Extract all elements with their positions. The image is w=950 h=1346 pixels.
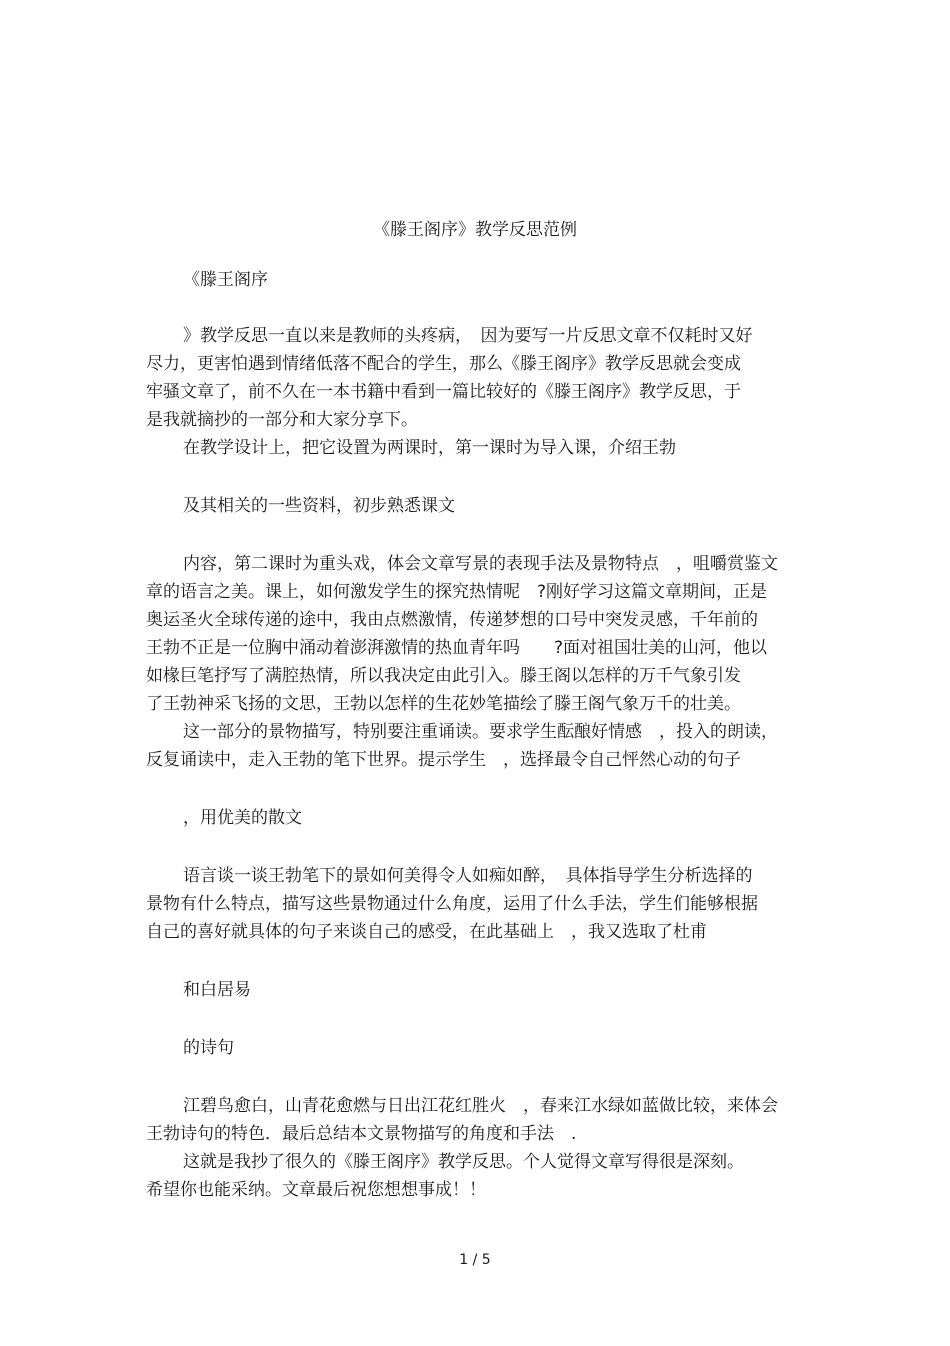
text-line: 如椽巨笔抒写了满腔热情，所以我决定由此引入。滕王阁以怎样的万千气象引发 bbox=[146, 666, 741, 686]
text-line: ，用优美的散文 bbox=[183, 808, 302, 828]
text-line: 章的语言之美。课上，如何激发学生的探究热情呢 ?刚好学习这篇文章期间，正是 bbox=[146, 582, 768, 602]
text-line: 反复诵读中，走入王勃的笔下世界。提示学生 ，选择最令自己怦然心动的句子 bbox=[146, 750, 741, 770]
text-line: 了王勃神采飞扬的文思，王勃以怎样的生花妙笔描绘了滕王阁气象万千的壮美。 bbox=[146, 694, 741, 714]
text-line: 的诗句 bbox=[183, 1038, 234, 1058]
text-line: 》教学反思一直以来是教师的头疼病， 因为要写一片反思文章不仅耗时又好 bbox=[183, 326, 753, 346]
text-line: 奥运圣火全球传递的途中，我由点燃激情，传递梦想的口号中突发灵感，千年前的 bbox=[146, 610, 758, 630]
text-line: 这就是我抄了很久的《滕王阁序》教学反思。个人觉得文章写得很是深刻。 bbox=[183, 1152, 744, 1172]
document-title: 《滕王阁序》教学反思范例 bbox=[373, 220, 577, 240]
text-line: 在教学设计上，把它设置为两课时，第一课时为导入课，介绍王勃 bbox=[183, 438, 676, 458]
text-line: 景物有什么特点，描写这些景物通过什么角度，运用了什么手法，学生们能够根据 bbox=[146, 894, 758, 914]
text-line: 尽力，更害怕遇到情绪低落不配合的学生，那么《滕王阁序》教学反思就会变成 bbox=[146, 354, 741, 374]
text-line: 自己的喜好就具体的句子来谈自己的感受，在此基础上 ，我又选取了杜甫 bbox=[146, 922, 707, 942]
text-line: 语言谈一谈王勃笔下的景如何美得令人如痴如醉， 具体指导学生分析选择的 bbox=[183, 866, 753, 886]
text-line: 希望你也能采纳。文章最后祝您想想事成！！ bbox=[146, 1180, 486, 1200]
text-line: 江碧鸟愈白，山青花愈燃与日出江花红胜火 ，春来江水绿如蓝做比较，来体会 bbox=[183, 1096, 778, 1116]
text-line: 牢骚文章了，前不久在一本书籍中看到一篇比较好的《滕王阁序》教学反思，于 bbox=[146, 382, 741, 402]
text-line: 和白居易 bbox=[183, 980, 251, 1000]
text-line: 王勃不正是一位胸中涌动着澎湃激情的热血青年吗 ?面对祖国壮美的山河，他以 bbox=[146, 638, 768, 658]
text-line: 王勃诗句的特色．最后总结本文景物描写的角度和手法 . bbox=[146, 1124, 577, 1144]
text-line: 《滕王阁序 bbox=[183, 270, 268, 290]
text-line: 及其相关的一些资料，初步熟悉课文 bbox=[183, 496, 455, 516]
text-line: 是我就摘抄的一部分和大家分享下。 bbox=[146, 410, 418, 430]
page-number: 1 / 5 bbox=[459, 1252, 491, 1268]
text-line: 这一部分的景物描写，特别要注重诵读。要求学生酝酿好情感 ，投入的朗读， bbox=[183, 722, 778, 742]
text-line: 内容，第二课时为重头戏，体会文章写景的表现手法及景物特点 ，咀嚼赏鉴文 bbox=[183, 554, 778, 574]
